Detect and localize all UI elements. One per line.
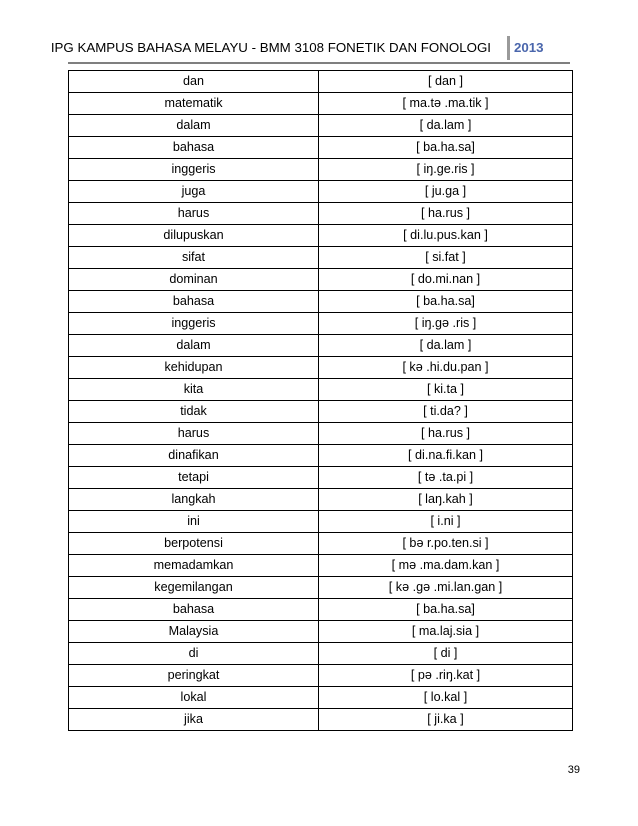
- table-row: [69, 643, 573, 665]
- header-divider: [507, 36, 510, 60]
- table-row: [69, 709, 573, 731]
- header-title: IPG KAMPUS BAHASA MELAYU - BMM 3108 FONETIK DAN FONOLOGI: [50, 40, 491, 55]
- word-cell: di: [69, 643, 319, 665]
- table-row: [69, 687, 573, 709]
- table-row: [69, 335, 573, 357]
- table-row: [69, 291, 573, 313]
- phonetic-cell: [ di.lu.pus.kan ]: [319, 225, 573, 247]
- page-number: 39: [567, 764, 580, 776]
- word-cell: juga: [69, 181, 319, 203]
- word-cell: inggeris: [69, 159, 319, 181]
- word-cell: kehidupan: [69, 357, 319, 379]
- word-cell: tetapi: [69, 467, 319, 489]
- table-row: [69, 269, 573, 291]
- phonetic-cell: [ ki.ta ]: [319, 379, 573, 401]
- phonetic-cell: [ ha.rus ]: [319, 423, 573, 445]
- table-row: [69, 225, 573, 247]
- phonetic-cell: [ ba.ha.sa]: [319, 137, 573, 159]
- table-row: [69, 511, 573, 533]
- table-row: [69, 115, 573, 137]
- word-cell: dan: [69, 71, 319, 93]
- table-row: [69, 159, 573, 181]
- table-row: [69, 181, 573, 203]
- phonetic-cell: [ dan ]: [319, 71, 573, 93]
- table-row: [69, 423, 573, 445]
- word-cell: lokal: [69, 687, 319, 709]
- phonetic-cell: [ ha.rus ]: [319, 203, 573, 225]
- phonetic-cell: [ mə .ma.dam.kan ]: [319, 555, 573, 577]
- word-cell: tidak: [69, 401, 319, 423]
- header-year: 2013: [514, 40, 544, 55]
- phonetic-cell: [ si.fat ]: [319, 247, 573, 269]
- table-row: [69, 93, 573, 115]
- table-row: [69, 599, 573, 621]
- phonetic-cell: [ ti.da? ]: [319, 401, 573, 423]
- table-row: [69, 137, 573, 159]
- word-cell: dalam: [69, 335, 319, 357]
- table-row: [69, 489, 573, 511]
- phonetic-cell: [ iŋ.ge.ris ]: [319, 159, 573, 181]
- table-row: [69, 357, 573, 379]
- word-cell: kegemilangan: [69, 577, 319, 599]
- table-body: [69, 71, 573, 731]
- phonetic-cell: [ laŋ.kah ]: [319, 489, 573, 511]
- phonetic-cell: [ ba.ha.sa]: [319, 599, 573, 621]
- table-row: [69, 665, 573, 687]
- table-row: [69, 203, 573, 225]
- word-cell: inggeris: [69, 313, 319, 335]
- word-cell: peringkat: [69, 665, 319, 687]
- word-cell: dilupuskan: [69, 225, 319, 247]
- phonetic-cell: [ ju.ga ]: [319, 181, 573, 203]
- table-row: [69, 533, 573, 555]
- table-row: [69, 379, 573, 401]
- word-cell: dominan: [69, 269, 319, 291]
- phonetic-cell: [ da.lam ]: [319, 335, 573, 357]
- word-cell: dinafikan: [69, 445, 319, 467]
- phonetic-cell: [ tə .ta.pi ]: [319, 467, 573, 489]
- word-cell: langkah: [69, 489, 319, 511]
- phonetic-cell: [ ma.tə .ma.tik ]: [319, 93, 573, 115]
- phonetic-cell: [ da.lam ]: [319, 115, 573, 137]
- word-cell: sifat: [69, 247, 319, 269]
- page-header: [50, 38, 570, 62]
- word-cell: memadamkan: [69, 555, 319, 577]
- table-row: [69, 401, 573, 423]
- phonetic-cell: [ di ]: [319, 643, 573, 665]
- phonetic-cell: [ di.na.fi.kan ]: [319, 445, 573, 467]
- word-cell: Malaysia: [69, 621, 319, 643]
- table-row: [69, 71, 573, 93]
- phonetic-cell: [ kə .hi.du.pan ]: [319, 357, 573, 379]
- word-cell: kita: [69, 379, 319, 401]
- table-row: [69, 577, 573, 599]
- phonetic-transcription-table: [68, 70, 573, 731]
- phonetic-cell: [ ji.ka ]: [319, 709, 573, 731]
- phonetic-cell: [ pə .riŋ.kat ]: [319, 665, 573, 687]
- table-row: [69, 467, 573, 489]
- word-cell: dalam: [69, 115, 319, 137]
- table-row: [69, 313, 573, 335]
- phonetic-cell: [ lo.kal ]: [319, 687, 573, 709]
- word-cell: ini: [69, 511, 319, 533]
- word-cell: berpotensi: [69, 533, 319, 555]
- phonetic-cell: [ ma.laj.sia ]: [319, 621, 573, 643]
- phonetic-cell: [ kə .gə .mi.lan.gan ]: [319, 577, 573, 599]
- phonetic-cell: [ do.mi.nan ]: [319, 269, 573, 291]
- phonetic-cell: [ ba.ha.sa]: [319, 291, 573, 313]
- phonetic-cell: [ bə r.po.ten.si ]: [319, 533, 573, 555]
- word-cell: bahasa: [69, 291, 319, 313]
- word-cell: bahasa: [69, 137, 319, 159]
- word-cell: harus: [69, 423, 319, 445]
- word-cell: harus: [69, 203, 319, 225]
- phonetic-cell: [ i.ni ]: [319, 511, 573, 533]
- phonetic-cell: [ iŋ.gə .ris ]: [319, 313, 573, 335]
- table-row: [69, 445, 573, 467]
- word-cell: matematik: [69, 93, 319, 115]
- table-row: [69, 555, 573, 577]
- word-cell: jika: [69, 709, 319, 731]
- table-row: [69, 621, 573, 643]
- table-row: [69, 247, 573, 269]
- word-cell: bahasa: [69, 599, 319, 621]
- header-rule: [68, 62, 570, 64]
